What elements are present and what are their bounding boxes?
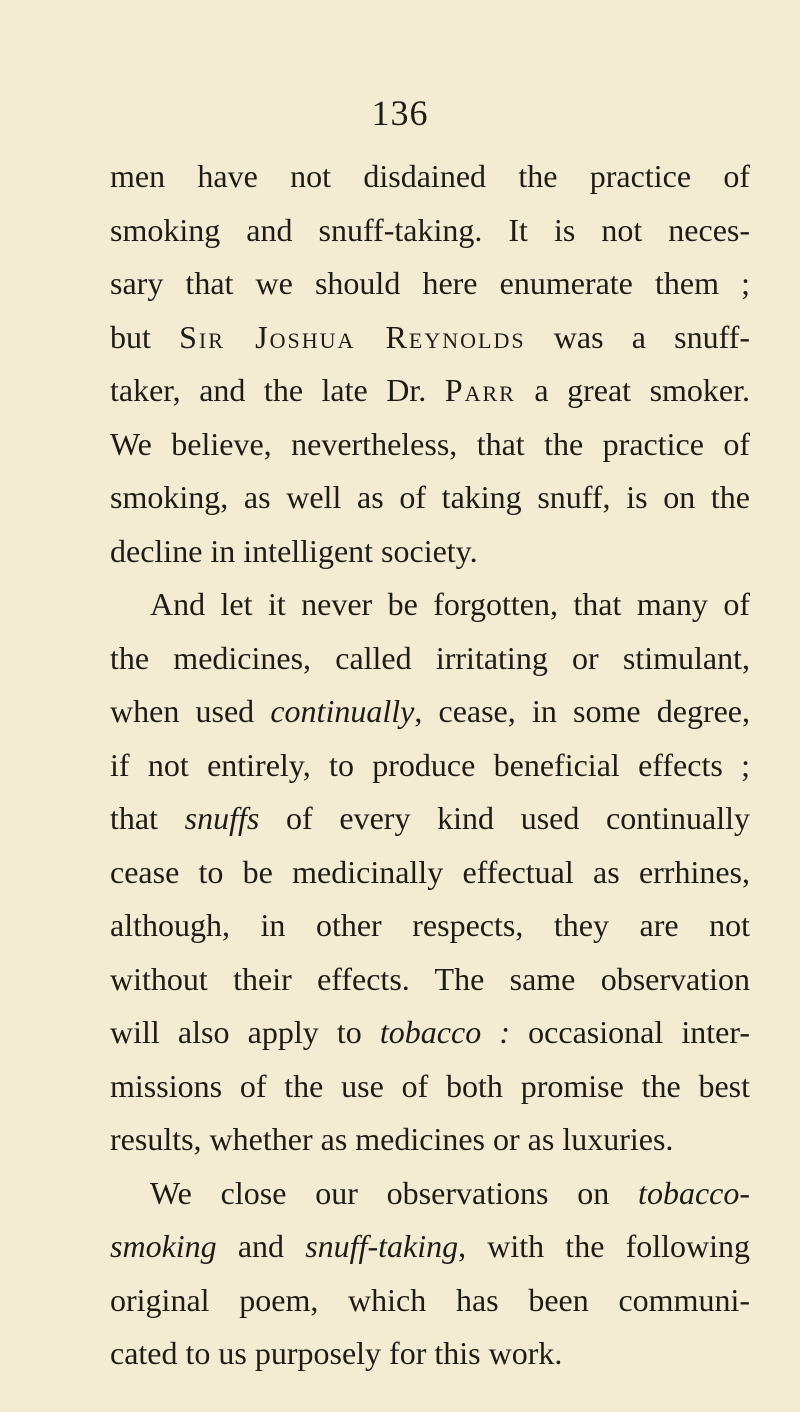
italic-text: tobacco : [379,1014,511,1050]
text-line [110,1167,750,1221]
line-text: smoking and snuff-taking. It is not neces- [110,211,750,248]
text-line [110,1060,750,1114]
line-text: and [216,1228,306,1264]
line-text: We believe, nevertheless, that the practice of [110,425,750,462]
line-text: of every kind used continually [259,800,751,836]
italic-text: snuff-taking [305,1228,459,1264]
line-text: that [110,800,185,836]
line-text: And let it never be forgotten, that many of [150,586,750,622]
text-line [110,953,750,1007]
text-line [110,418,750,472]
italic-text: snuffs [184,800,260,836]
line-text: occasional inter- [510,1014,751,1050]
text-line [110,899,750,953]
text-line [110,632,750,686]
text-line [110,1006,750,1060]
small-caps-name: Parr [444,372,516,408]
line-text: will also apply to [110,1014,380,1050]
line-text: sary that we should here enumerate them ; [110,265,750,301]
line-text: was a snuff- [525,318,751,355]
line-text: a great smoker. [515,372,751,408]
line-text: without their effects. The same observation [110,960,750,997]
line-text: results, whether as medicines or as luxuries. [110,1121,674,1157]
line-text: original poem, which has been communi- [110,1281,750,1318]
line-text: cated to us purposely for this work. [110,1335,563,1371]
text-line [110,739,750,793]
text-line [110,471,750,525]
page-number: 136 [371,93,429,133]
text-line [110,204,750,258]
italic-text: smoking [110,1228,217,1264]
text-line [110,1274,750,1328]
text-line [110,257,750,311]
text-line [110,846,750,900]
line-text: the medicines, called irritating or stimulant, [110,639,750,676]
text-line [110,578,750,632]
line-text: missions of the use of both promise the best [110,1067,750,1104]
small-caps-name: Sir Joshua Reynolds [179,318,526,355]
body-text [110,150,750,1381]
line-text: cease to be medicinally effectual as errhines, [110,853,750,890]
text-line [110,150,750,204]
line-text: smoking, as well as of taking snuff, is on the [110,479,750,515]
line-text: , with the following [458,1228,751,1264]
text-line [110,1327,750,1381]
text-line [110,525,750,579]
text-line [110,1220,750,1274]
line-text: decline in intelligent society. [110,532,478,569]
line-text: when used [110,693,271,729]
line-text: taker, and the late Dr. [110,372,445,408]
text-line [110,792,750,846]
text-line [110,364,750,418]
italic-text: tobacco- [638,1174,750,1211]
line-text: We close our observations on [150,1174,639,1211]
line-text: but [110,318,180,355]
text-line [110,311,750,365]
line-text: , cease, in some degree, [414,693,751,729]
line-text: men have not disdained the practice of [110,158,750,194]
italic-text: continually [270,693,415,729]
text-line [110,1113,750,1167]
line-text: if not entirely, to produce beneficial effects ; [110,746,750,783]
text-line [110,685,750,739]
line-text: although, in other respects, they are not [110,907,750,943]
